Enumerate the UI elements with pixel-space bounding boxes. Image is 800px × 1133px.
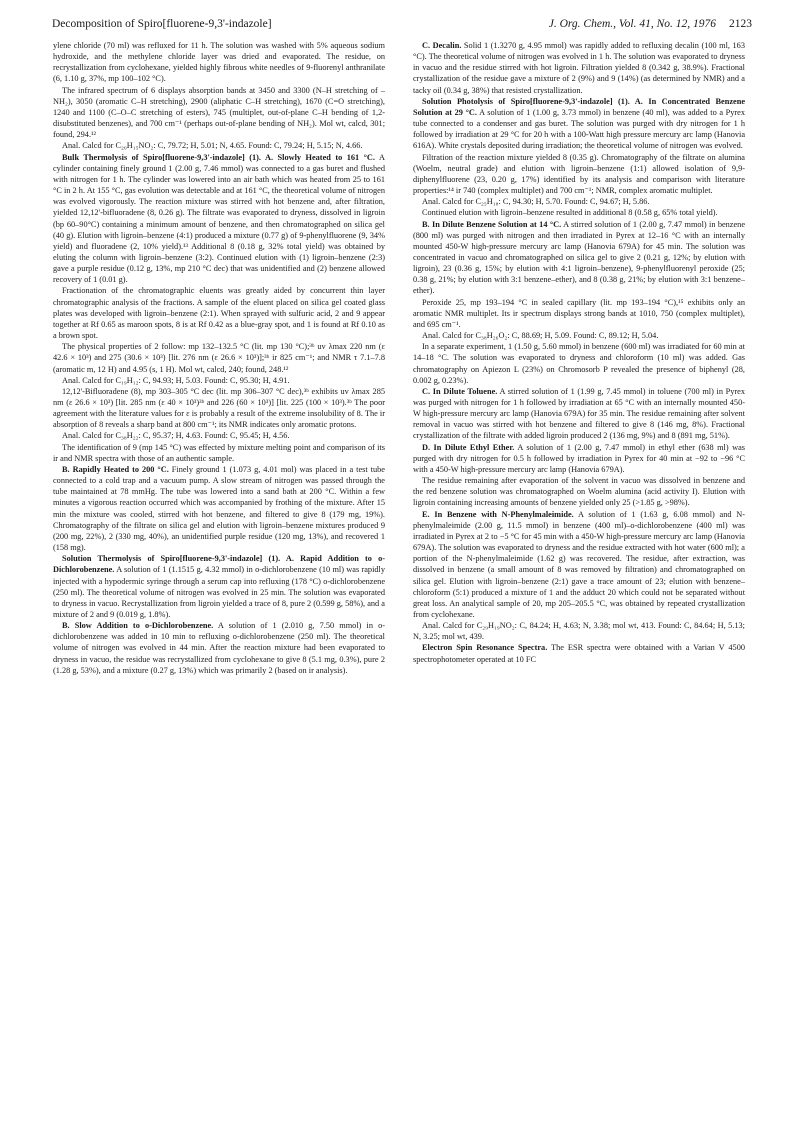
paragraph-text: A stirred solution of 1 (1.99 g, 7.45 mmol) in toluene (700 ml) in Pyrex was purged with nitrogen for 1 h followed by irradiation at 65 °C with an internally mounted 450-W high-pressure mercury arc lamp (Hanovia 679A) for 35 min. The residue remaining after solvent removal in vacuo was stirred with hot benzene and filtered to give 8 (146 mg, 8%). Fractional crystallization of the filtrate with added ligroin produced 2 (136 mg, 9%) and 8 (891 mg, 51%). (413, 386, 745, 441)
paragraph (53, 386, 385, 431)
paragraph-text: Fractionation of the chromatographic eluents was greatly aided by concurrent thin layer chromatographic analysis of the fractions. A sample of the eluent placed on silica gel coated glass plates was developed with ligroin–benzene (2:1). When sprayed with sulfuric acid, 2 and 9 appear together at Rf 0.65 as maroon spots, 8 is at Rf 0.42 as a blue-gray spot, and 1 is found at Rf 0.10 as a brown spot. (53, 286, 385, 341)
paragraph-text: A solution of 1 (1.00 g, 3.73 mmol) in benzene (40 ml), was added to a Pyrex tube connected to a condenser and gas buret. The solution was purged with dry nitrogen for 1 h followed by irradiation at 29 °C for 20 h with a 100-Watt high pressure mercury arc lamp (Hanovia 616A). White crystals deposited during irradiation; the theoretical volume of nitrogen was evolved. (413, 107, 745, 151)
paragraph (53, 140, 385, 151)
section-heading: B. Slow Addition to o-Dichlorobenzene. (62, 621, 214, 631)
section-heading: C. Decalin. (422, 41, 462, 50)
paragraph (53, 375, 385, 386)
paragraph (413, 642, 745, 664)
paragraph-text: Finely ground 1 (1.073 g, 4.01 mol) was placed in a test tube connected to a cold trap and a vacuum pump. A slow stream of nitrogen was passed through the tube maintained at 78 mmHg. The tube was lowered into a sand bath at 200 °C. Within a few minutes a vigorous reaction occurred which was accompanied by frothing of the mixture. After 15 min the mixture was cooled, stirred with hot benzene, and filtered to give 8 (179 mg, 19%). Chromatography of the filtrate on silica gel and elution with ligroin–benzene mixtures produced 9 (200 mg, 22%), 2 (330 mg, 40%), an unidentified purple residue (120 mg, 13%), and recovered 1 (158 mg). (53, 464, 385, 553)
paragraph (413, 152, 745, 197)
paragraph (413, 620, 745, 642)
paragraph-text: A solution of 1 (2.010 g, 7.50 mmol) in o-dichlorobenzene was added in 10 min to refluxing o-dichlorobenzene (250 ml). The theoretical volume of nitrogen was evolved in 44 min. After the reaction mixture had been evaporated to dryness in vacuo, the residue was recrystallized from cyclohexane to give 8 (5.1 mg, 0.3%), pure 2 (1.28 g, 53%), and a mixture (0.27 g, 13%) which was primarily 2 (based on ir analysis). (53, 621, 385, 675)
section-heading: Bulk Thermolysis of Spiro[fluorene-9,3'-indazole] (1). A. Slowly Heated to 161 °C. (62, 152, 375, 162)
section-heading: Electron Spin Resonance Spectra. (422, 643, 548, 653)
running-header (52, 18, 752, 34)
paragraph (413, 442, 745, 475)
paragraph-text: 12,12'-Bifluoradene (8), mp 303–305 °C dec (lit. mp 306–307 °C dec),³ᵇ exhibits uv λmax 285 nm (ε 26.6 × 10³) [lit. 285 nm (ε 40 × 10³)³ᵇ and 226 (60 × 10³)] [lit. 225 (100 × 10³).³ᵇ The poor agreement with the literature values for ε is probably a result of the extreme insolubility of 8. The ir absorption of 8 reveals a sharp band at 800 cm⁻¹; its NMR indicates only aromatic protons. (53, 386, 385, 430)
paragraph-text: ylene chloride (70 ml) was refluxed for 11 h. The solution was washed with 5% aqueous sodium hydroxide, and the methylene chloride layer was dried and evaporated. The residue, on recrystallization from cyclohexane, yielded highly fibrous white needles of 9-fluorenyl anthranilate (6, 1.10 g, 37%, mp 100–102 °C). (53, 41, 385, 84)
section-heading: E. In Benzene with N-Phenylmaleimide. (422, 509, 574, 519)
section-heading: D. In Dilute Ethyl Ether. (422, 442, 515, 452)
paragraph-text: Anal. Calcd for C₂₅H₁₈: C, 94.30; H, 5.70. Found: C, 94.67; H, 5.86. (422, 197, 650, 207)
paragraph (413, 207, 745, 218)
paragraph (53, 285, 385, 341)
paragraph (53, 40, 385, 85)
paragraph (413, 509, 745, 621)
paragraph-text: The physical properties of 2 follow: mp 132–132.5 °C (lit. mp 130 °C);³ᵇ uv λmax 220 nm (ε 42.6 × 10³) and 275 (30.6 × 10³) [lit. 276 nm (ε 26.6 × 10³)];³ᵇ ir 825 cm⁻¹; and NMR τ 7.1–7.8 (aromatic m, 12 H) and 4.95 (s, 1 H). Mol wt, calcd, 240; found, 248.¹² (53, 342, 385, 374)
paragraph-text: Anal. Calcd for C₁₉H₁₂: C, 94.93; H, 5.03. Found: C, 95.30; H, 4.91. (62, 375, 290, 385)
paragraph (413, 330, 745, 341)
paragraph-text: A solution of 1 (1.1515 g, 4.32 mmol) in o-dichlorobenzene (10 ml) was rapidly injected with a hypodermic syringe through a serum cap into refluxing (178 °C) o-dichlorobenzene (250 ml). The theoretical volume of nitrogen was evolved in 25 min. The solution was evaporated to dryness in vacuo. Recrystallization from ligroin yielded a trace of 8, pure 2 (0.599 g, 58%), and a mixture of 2 and 9 (0.019 g, 1.8%). (53, 565, 385, 619)
journal-reference: J. Org. Chem., Vol. 41, No. 12, 1976 (548, 18, 716, 30)
paragraph-text: Solid 1 (1.3270 g, 4.95 mmol) was rapidly added to refluxing decalin (100 ml, 163 °C). The theoretical volume of nitrogen was evolved in 1 h. The solution was evaporated to dryness in vacuo and the residue stirred with hot ligroin. Filtration yielded 8 (0.342 g, 38.9%). Fractional crystallization of the residue gave a mixture of 2 (9%) and 9 (14%) (as determined by NMR) and a tacky oil (0.34 g, 38%) that resisted crystallization. (413, 41, 745, 95)
paragraph-text: In a separate experiment, 1 (1.50 g, 5.60 mmol) in benzene (600 ml) was irradiated for 60 min at 14–18 °C. The solution was evaporated to dryness and chloroform (10 ml) was added. Gas chromatography on Apiezon L (23%) on Chromosorb P revealed the presence of biphenyl (28, 0.002 g, 0.23%). (413, 342, 745, 385)
paragraph (53, 464, 385, 553)
paragraph-text: Anal. Calcd for C₃₈H₂₆O₂: C, 88.69; H, 5.09. Found: C, 89.12; H, 5.04. (422, 331, 659, 341)
paragraph-text: A cylinder containing finely ground 1 (2.00 g, 7.46 mmol) was connected to a gas buret and flushed with nitrogen for 1 h. The cylinder was lowered into an air bath which was heated from 25 to 161 °C in 2 h. At 155 °C, gas evolution was detectable and at 161 °C, the theoretical volume of nitrogen was evolved vigorously. The reaction mixture was stirred with hot benzene and, after filtration, yielded 12,12'-bifluoradene (8, 0.26 g). The filtrate was evaporated to dryness, dissolved in ligroin (bp 60–90°C) containing a minimum amount of benzene, and then chromatographed on silica gel (40 g). Elution with ligroin–benzene (4:1) produced a mixture (0.77 g) of 9-phenylfluorene (9, 34% yield) and fluoradene (2, 10% yield).¹³ Additional 8 (0.18 g, 32% total yield) was obtained by eluting the column with ligroin–benzene (3:2). Continued elution with (1) ligroin–benzene (2:3) gave a purple residue (0.12 g, 13%, mp 210 °C dec) that was unidentified and (2) benzene allowed recovery of 1 (0.01 g). (53, 152, 385, 285)
section-heading: Solution Photolysis of Spiro[fluorene-9,3'-indazole] (1). A. In Concentrated Benzene Solution at 29 °C. (413, 96, 745, 117)
paragraph-text: The residue remaining after evaporation of the solvent in vacuo was dissolved in benzene and the red benzene solution was chromatographed on Woelm alumina (acid activity I). Elution with ligroin containing increasing amounts of benzene yielded only 25 (>1.85 g, >98%). (413, 476, 745, 508)
paragraph (413, 40, 745, 96)
section-heading: Solution Thermolysis of Spiro[fluorene-9,3'-indazole] (1). A. Rapid Addition to o-Dichlorobenzene. (53, 554, 385, 575)
paragraph (53, 620, 385, 676)
right-column (413, 40, 745, 1115)
paragraph-text: Filtration of the reaction mixture yielded 8 (0.35 g). Chromatography of the filtrate on alumina (Woelm, neutral grade) and elution with ligroin–benzene (1:1) allowed isolation of 9,9-diphenylfluorene (23, 0.20 g, 17%) identified by its analysis and comparison with literature properties:¹⁴ ir 740 (complex multiplet) and 700 cm⁻¹; NMR, complex aromatic multiplet. (413, 152, 745, 196)
paragraph-text: The infrared spectrum of 6 displays absorption bands at 3450 and 3300 (N–H stretching of –NH₂), 3050 (aromatic C–H stretching), 2900 (aliphatic C–H stretching), 1670 (C=O stretching), 1240 and 1100 (C–O–C stretching of esters), 745 (multiplet, out-of-plane C–H bending of 1,2-disubstituted benzenes), and 700 cm⁻¹ (perhaps out-of-plane bending of NH₂). Mol wt, calcd, 301; found, 294.¹² (53, 85, 385, 140)
section-heading: B. In Dilute Benzene Solution at 14 °C. (422, 219, 562, 229)
paragraph (413, 475, 745, 508)
paragraph-text: Anal. Calcd for C₃₈H₂₂: C, 95.37; H, 4.63. Found: C, 95.45; H, 4.56. (62, 431, 290, 441)
paragraph (53, 553, 385, 620)
paragraph-text: Anal. Calcd for C₂₀H₁₅NO₂: C, 79.72; H, 5.01; N, 4.65. Found: C, 79.24; H, 5.15; N, 4.66. (62, 141, 363, 151)
left-column (53, 40, 385, 1115)
paragraph (53, 430, 385, 441)
paragraph-text: A solution of 1 (2.00 g, 7.47 mmol) in ethyl ether (638 ml) was purged with dry nitrogen for 0.5 h followed by irradiation in Pyrex for 40 min at −92 to −96 °C with a 450-W high-pressure mercury arc lamp (Hanovia 679A). (413, 442, 745, 474)
paragraph-text: The ESR spectra were obtained with a Varian V 4500 spectrophotometer operated at 10 FC (413, 643, 745, 664)
paragraph-text: Anal. Calcd for C₂₉H₁₉NO₂: C, 84.24; H, 4.63; N, 3.38; mol wt, 413. Found: C, 84.64; H, 5.13; N, 3.25; mol wt, 439. (413, 621, 745, 642)
paragraph (53, 85, 385, 141)
paragraph-text: Peroxide 25, mp 193–194 °C in sealed capillary (lit. mp 193–194 °C),¹⁵ exhibits only an aromatic NMR multiplet. Its ir spectrum displays strong bands at 1010, 750 (complex multiplet), and 695 cm⁻¹. (413, 297, 745, 329)
page-number: 2123 (729, 18, 752, 30)
paragraph (413, 341, 745, 386)
section-heading: C. In Dilute Toluene. (422, 386, 498, 396)
paragraph (53, 152, 385, 286)
running-title: Decomposition of Spiro[fluorene-9,3'-indazole] (52, 18, 272, 30)
paragraph-text: Continued elution with ligroin–benzene resulted in additional 8 (0.58 g, 65% total yield). (422, 208, 718, 218)
paragraph (413, 219, 745, 297)
paragraph (413, 96, 745, 152)
paragraph (53, 442, 385, 464)
paragraph (413, 297, 745, 330)
paragraph (53, 341, 385, 374)
paragraph (413, 196, 745, 207)
section-heading: B. Rapidly Heated to 200 °C. (62, 464, 169, 474)
paragraph-text: The identification of 9 (mp 145 °C) was effected by mixture melting point and comparison of its ir and NMR spectra with those of an authentic sample. (53, 442, 385, 463)
paragraph (413, 386, 745, 442)
paragraph-text: A stirred solution of 1 (2.00 g, 7.47 mmol) in benzene (800 ml) was purged with nitrogen and then irradiated in Pyrex at 12–16 °C with an internally mounted 450-W high-pressure mercury arc lamp (Hanovia 679A) for 45 min. The solution was concentrated in vacuo and chromatographed on silica gel to give 2 (0.21 g, 12%; by elution with ligroin), 23 (0.36 g, 15%; by elution with 4:1 ligroin–benzene), 9-phenylfluorenyl peroxide (25; 0.38 g, 21%; by elution with 3:1 benzene–ether), and 8 (0.38 g, 21%; by elution with 3:1 benzene–ether). (413, 219, 745, 296)
paragraph-text: A solution of 1 (1.63 g, 6.08 mmol) and N-phenylmaleimide (2.00 g, 11.5 mmol) in benzene (400 ml)–o-dichlorobenzene (400 ml) was irradiated in Pyrex at 2 to −5 °C for 45 min with a 450-W high-pressure mercury arc lamp (Hanovia 679A). The solution was evaporated to dryness and the residue extracted with hot water (600 ml); a portion of the N-phenylmaleimide (1.62 g) was recovered. The residue, after extraction, was dissolved in benzene (a small amount of 8 was removed by filtration) and chromatographed on silica gel. Elution with ligroin–benzene (2:1) gave a trace amount of 23; elution with benzene–chloroform (5:1) produced a mixture of 1 and the adduct 20 which could not be separated without great loss. An analytical sample of 20, mp 205–205.5 °C, was obtained by repeated crystallization from cyclohexane. (413, 509, 745, 619)
